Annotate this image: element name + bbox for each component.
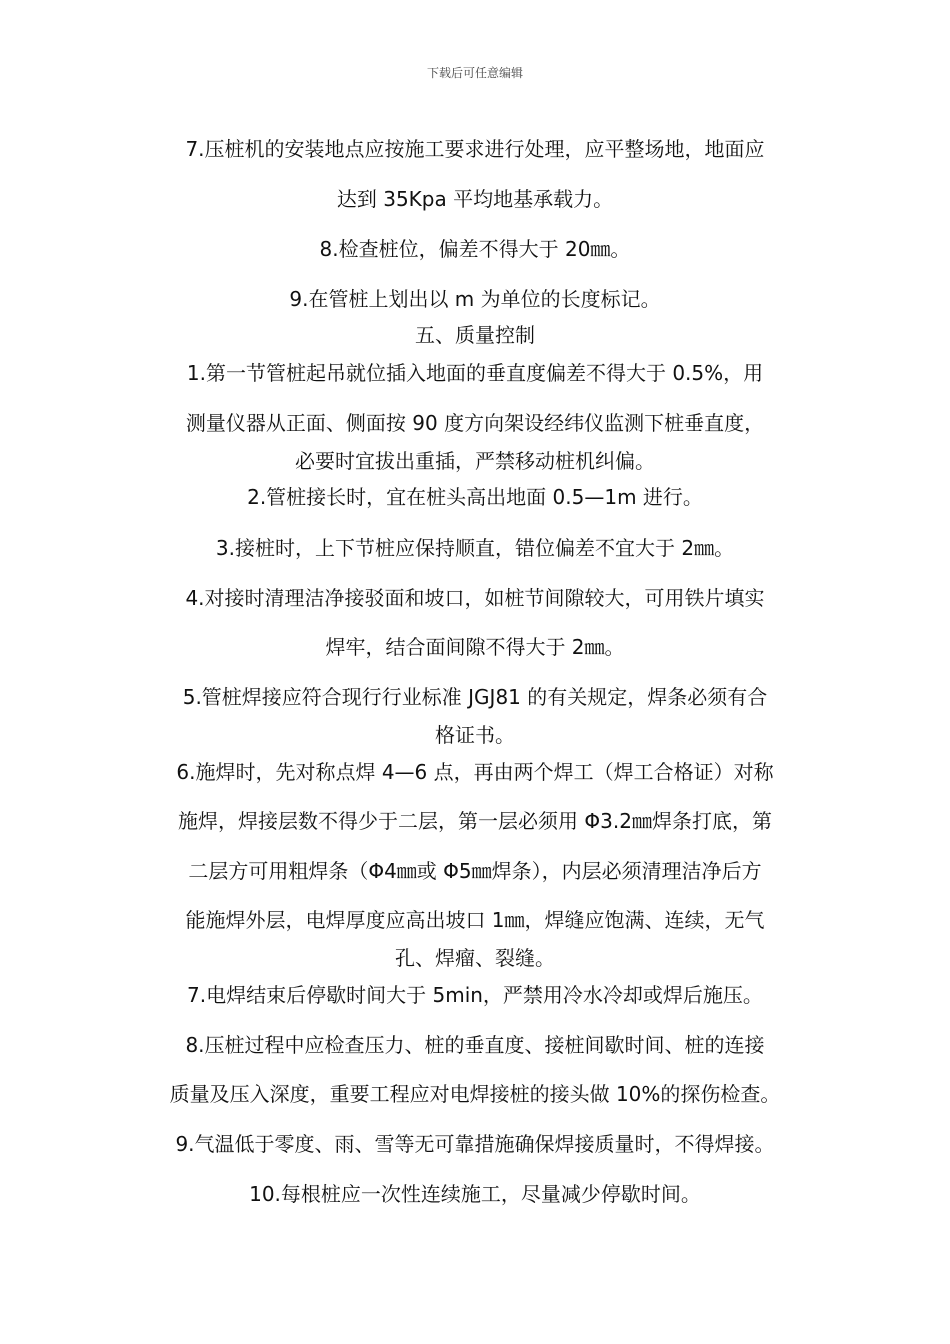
text-line-16: 施焊，焊接层数不得少于二层，第一层必须用 Φ3.2㎜焊条打底，第 <box>178 809 772 833</box>
text-line-24: 10.每根桩应一次性连续施工，尽量减少停歇时间。 <box>249 1182 701 1206</box>
text-line-8: 必要时宜拔出重插，严禁移动桩机纠偏。 <box>295 449 655 473</box>
text-line-6: 1.第一节管桩起吊就位插入地面的垂直度偏差不得大于 0.5%，用 <box>186 361 764 385</box>
text-line-12: 焊牢，结合面间隙不得大于 2㎜。 <box>325 635 625 659</box>
text-line-18: 能施焊外层，电焊厚度应高出坡口 1㎜，焊缝应饱满、连续，无气 <box>185 908 765 932</box>
page-header: 下载后可任意编辑 <box>426 66 523 80</box>
text-line-3: 8.检查桩位，偏差不得大于 20㎜。 <box>319 237 631 261</box>
text-line-14: 格证书。 <box>435 723 515 747</box>
text-line-19: 孔、焊瘤、裂缝。 <box>395 946 555 970</box>
text-line-1: 7.压桩机的安装地点应按施工要求进行处理，应平整场地，地面应 <box>185 137 765 161</box>
text-line-23: 9.气温低于零度、雨、雪等无可靠措施确保焊接质量时，不得焊接。 <box>175 1132 775 1156</box>
text-line-10: 3.接桩时，上下节桩应保持顺直，错位偏差不宜大于 2㎜。 <box>215 536 735 560</box>
text-line-21: 8.压桩过程中应检查压力、桩的垂直度、接桩间歇时间、桩的连接 <box>185 1033 765 1057</box>
text-line-4: 9.在管桩上划出以 m 为单位的长度标记。 <box>289 287 661 311</box>
text-line-15: 6.施焊时，先对称点焊 4—6 点，再由两个焊工（焊工合格证）对称 <box>176 760 774 784</box>
text-line-13: 5.管桩焊接应符合现行行业标准 JGJ81 的有关规定，焊条必须有合 <box>182 685 768 709</box>
text-line-7: 测量仪器从正面、侧面按 90 度方向架设经纬仪监测下桩垂直度， <box>185 411 765 435</box>
text-line-22: 质量及压入深度，重要工程应对电焊接桩的接头做 10%的探伤检查。 <box>169 1082 781 1106</box>
text-line-17: 二层方可用粗焊条（Φ4㎜或 Φ5㎜焊条），内层必须清理洁净后方 <box>188 859 762 883</box>
section-heading: 五、质量控制 <box>415 323 535 347</box>
text-line-2: 达到 35Kpa 平均地基承载力。 <box>336 187 614 211</box>
text-line-11: 4.对接时清理洁净接驳面和坡口，如桩节间隙较大，可用铁片填实 <box>185 586 765 610</box>
text-line-9: 2.管桩接长时，宜在桩头高出地面 0.5—1m 进行。 <box>247 485 703 509</box>
text-line-20: 7.电焊结束后停歇时间大于 5min，严禁用冷水冷却或焊后施压。 <box>187 983 763 1007</box>
